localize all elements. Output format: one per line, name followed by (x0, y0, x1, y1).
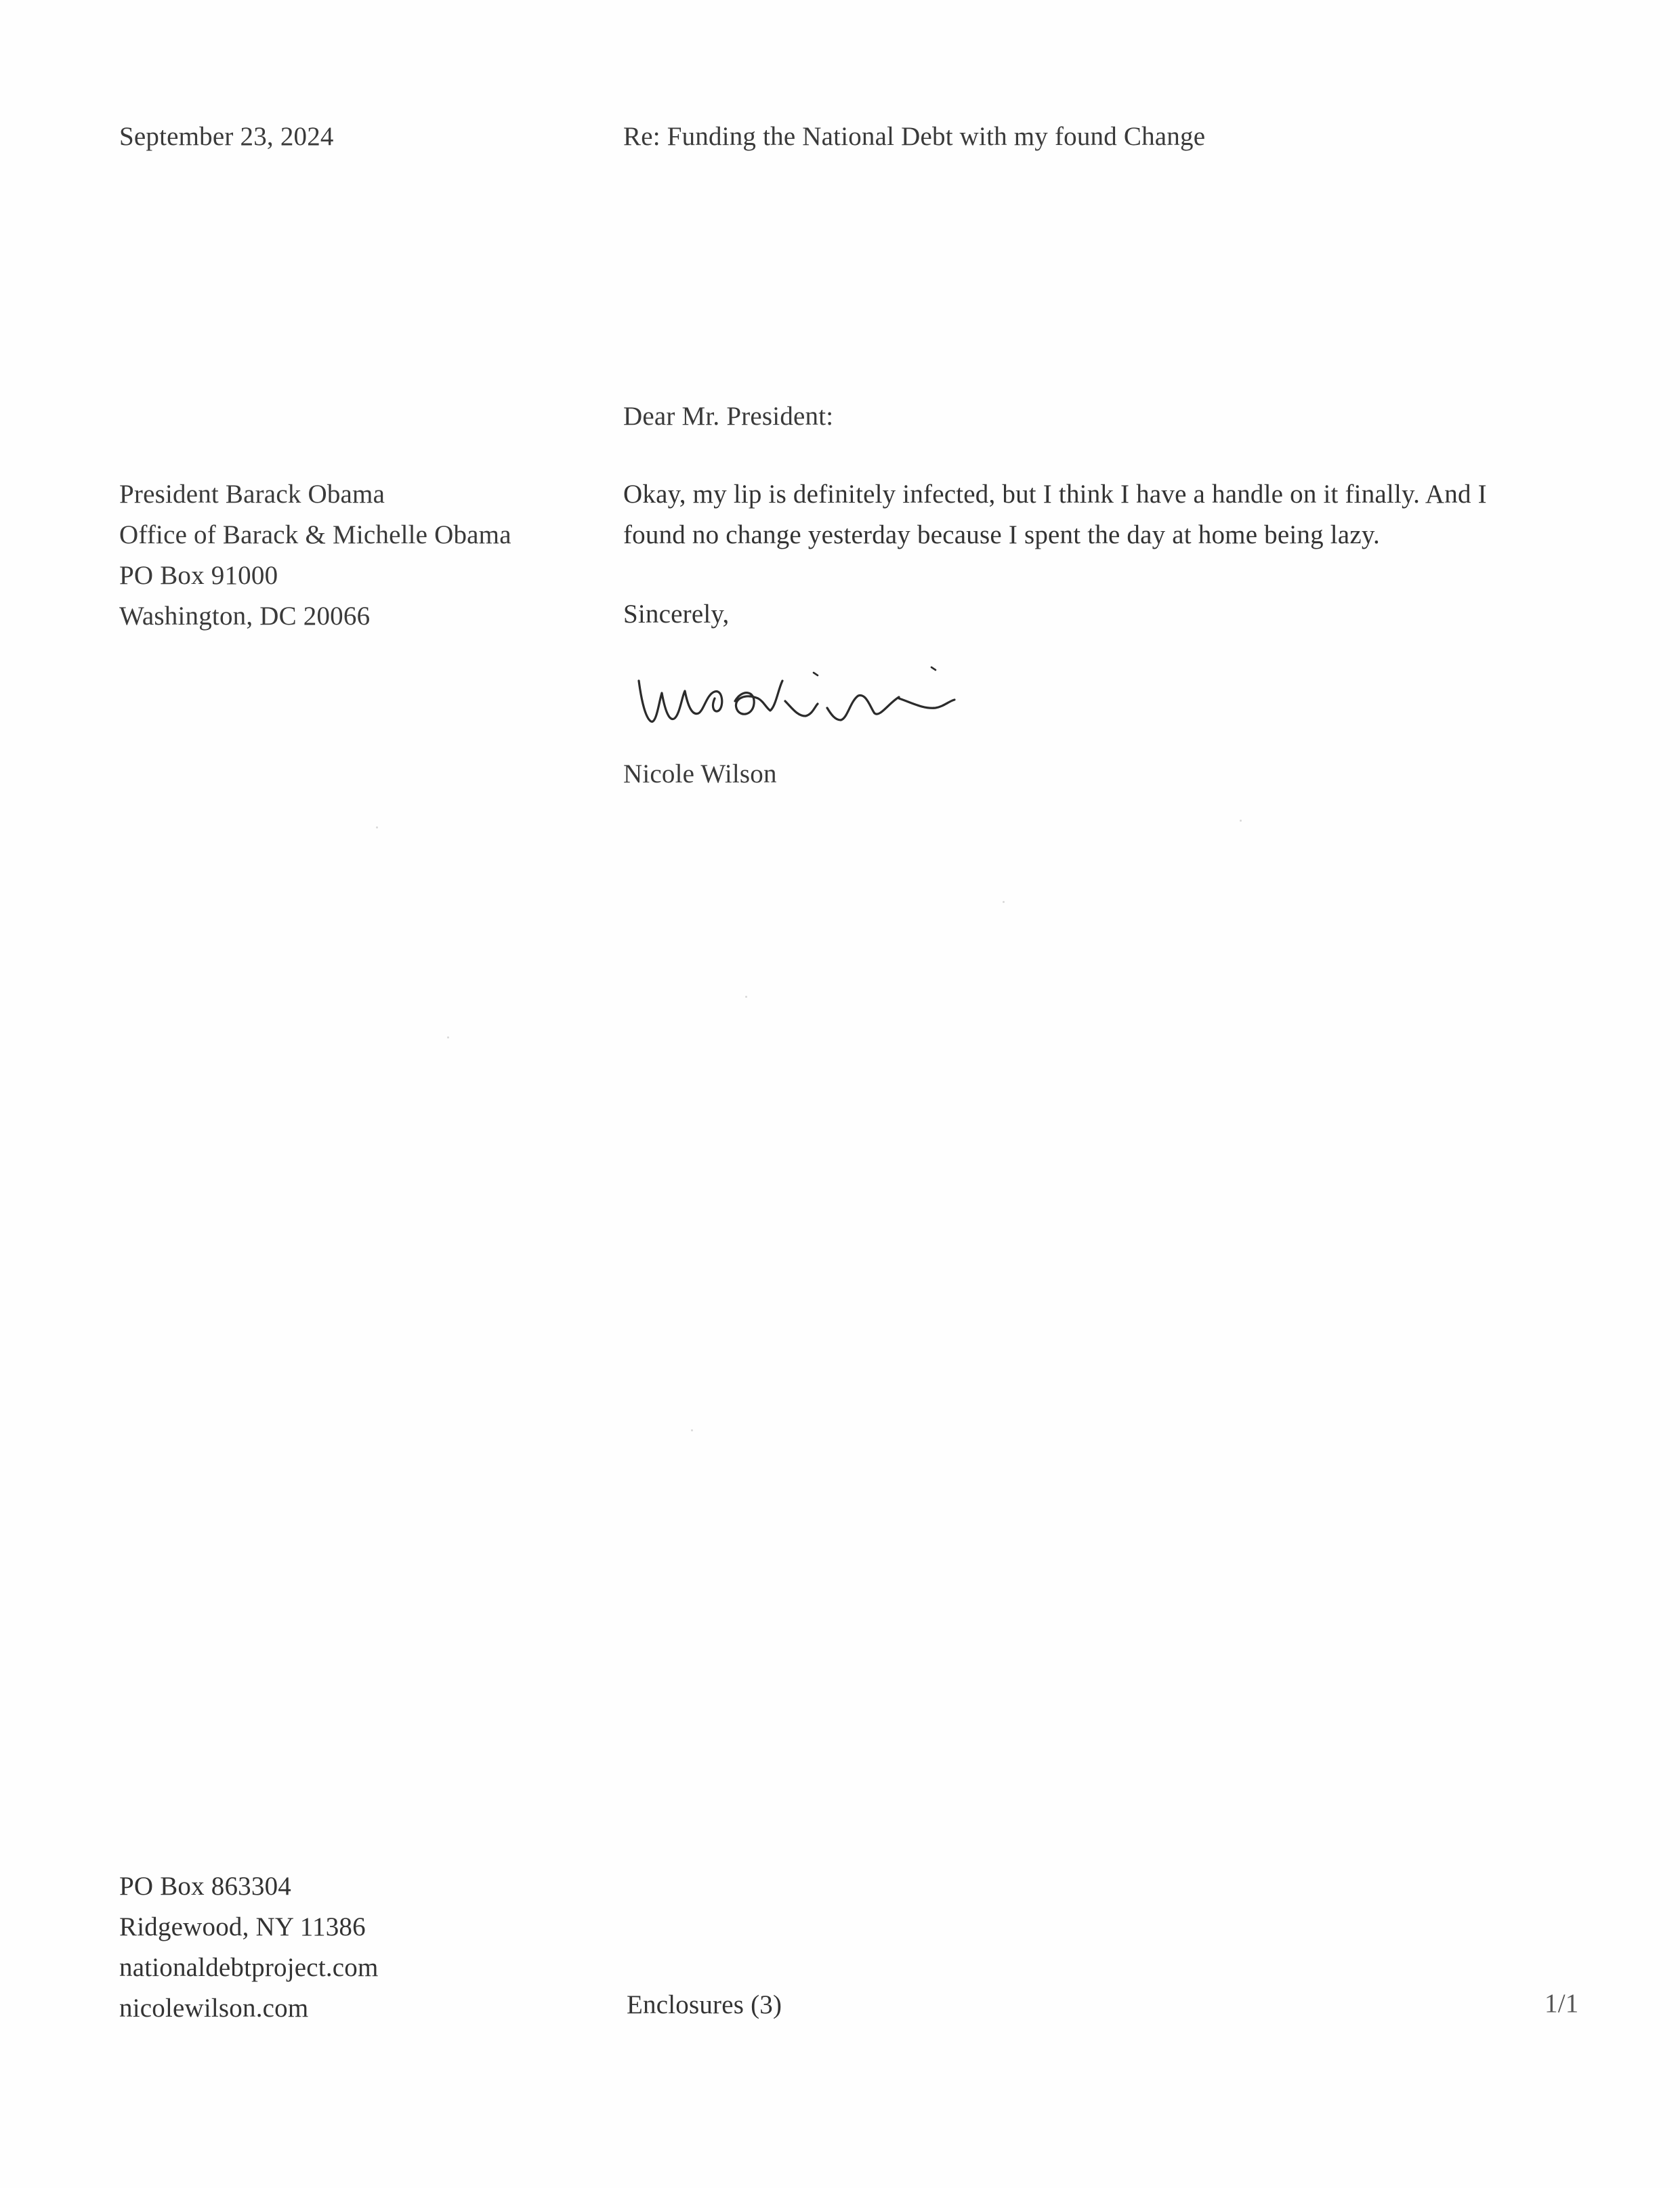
enclosures-note: Enclosures (3) (627, 1990, 782, 2019)
letter-date: September 23, 2024 (119, 122, 334, 151)
scan-speck (376, 826, 378, 828)
sender-line-pobox: PO Box 863304 (119, 1872, 291, 1901)
recipient-line-office: Office of Barack & Michelle Obama (119, 520, 511, 549)
body-line: found no change yesterday because I spent the day at home being lazy. (623, 520, 1380, 549)
recipient-line-city: Washington, DC 20066 (119, 602, 371, 631)
body-line: Okay, my lip is definitely infected, but I think I have a handle on it finally. And I (623, 480, 1487, 509)
letter-body (623, 474, 1487, 555)
recipient-address (119, 474, 511, 637)
recipient-line-name: President Barack Obama (119, 480, 385, 509)
closing: Sincerely, (623, 599, 730, 629)
scan-speck (1240, 820, 1242, 822)
scan-speck (1003, 901, 1005, 903)
recipient-line-pobox: PO Box 91000 (119, 561, 278, 590)
sender-line-website: nicolewilson.com (119, 1994, 309, 2023)
signer-name: Nicole Wilson (623, 759, 777, 788)
handwritten-signature (633, 654, 979, 745)
scan-speck (447, 1036, 449, 1038)
sender-line-city: Ridgewood, NY 11386 (119, 1912, 366, 1941)
page-number: 1/1 (1545, 1989, 1579, 2018)
salutation: Dear Mr. President: (623, 402, 834, 431)
scan-speck (745, 996, 747, 998)
sender-address (119, 1866, 379, 2029)
scan-speck (691, 1429, 693, 1431)
sender-line-website: nationaldebtproject.com (119, 1953, 379, 1982)
letter-subject: Re: Funding the National Debt with my found Change (623, 122, 1206, 151)
